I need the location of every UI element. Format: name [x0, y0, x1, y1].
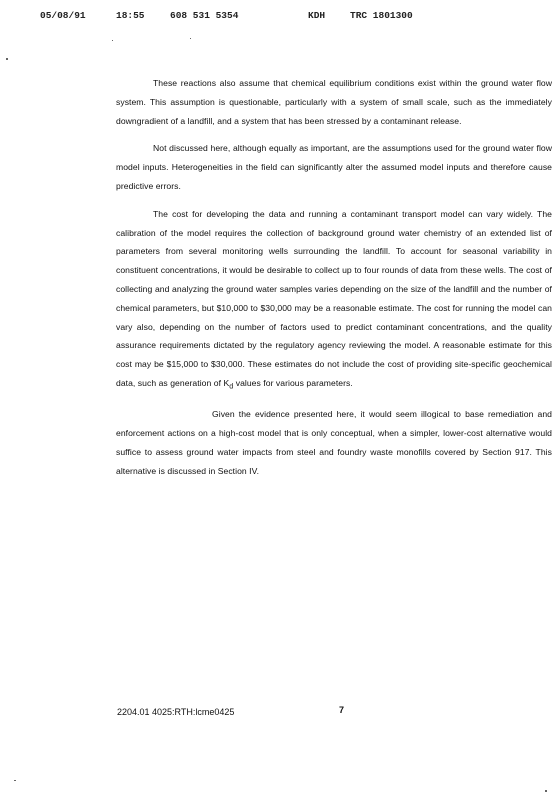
- paragraph-text: These reactions also assume that chemical equilibrium conditions exist within the ground water flow system. This assumption is questionable, particularly with a system of small scale, such as the immediately downgradient of a landfill, and a system that has been stressed by a contaminant release.: [116, 78, 552, 126]
- fax-date: 05/08/91: [40, 10, 86, 21]
- paragraph-text: The cost for developing the data and running a contaminant transport model can vary widely. The calibration of the model requires the collection of background ground water chemistry of an extended list of parameters from several monitoring wells surrounding the landfill. To account for seasonal variability in constituent concentrations, it would be desirable to collect up to four rounds of data from these wells. The cost of collecting and analyzing the ground water samples varies depending on the size of the landfill and the number of chemical parameters, but $10,000 to $30,000 may be a reasonable estimate. The cost for running the model can vary also, depending on the number of factors used to predict contaminant concentrations, and the quality assurance requirements dictated by the regulatory agency reviewing the model. A reasonable estimate for this cost may be $15,000 to $30,000. These estimates do not include the cost of providing site-specific geochemical data, such as generation of K: [116, 208, 552, 388]
- paragraph-text: Given the evidence presented here, it would seem illogical to base remediation and enforcement actions on a high-cost model that is only conceptual, when a simpler, lower-cost alternative would suffice to assess ground water impacts from steel and foundry waste monofills covered by Section 917. This alternative is discussed in Section IV.: [116, 409, 552, 476]
- scan-speck: [112, 40, 113, 41]
- paragraph-text: Not discussed here, although equally as important, are the assumptions used for the ground water flow model inputs. Heterogeneities in the field can significantly alter the assumed model inputs and therefore cause predictive errors.: [116, 143, 552, 191]
- kd-subscript: d: [229, 382, 234, 391]
- paragraph-text-tail: values for various parameters.: [233, 377, 353, 388]
- scan-speck: [190, 38, 191, 39]
- paragraph-flow-model-inputs: [116, 139, 552, 195]
- scan-speck: [545, 790, 547, 792]
- document-body: [116, 74, 552, 481]
- paragraph-model-costs: [116, 205, 552, 397]
- fax-phone-number: 608 531 5354: [170, 10, 239, 21]
- paragraph-conclusion: [116, 405, 552, 480]
- paragraph-equilibrium-assumption: [116, 74, 552, 130]
- fax-time: 18:55: [116, 10, 145, 21]
- fax-extra-code: TRC 1801300: [350, 10, 413, 21]
- page-number: 7: [339, 705, 345, 715]
- fax-transmission-header: [40, 10, 540, 22]
- scan-speck: [14, 780, 16, 781]
- fax-sender-id: KDH: [308, 10, 326, 21]
- scan-speck: [6, 58, 8, 60]
- document-code: 2204.01 4025:RTH:lcme0425: [117, 707, 235, 717]
